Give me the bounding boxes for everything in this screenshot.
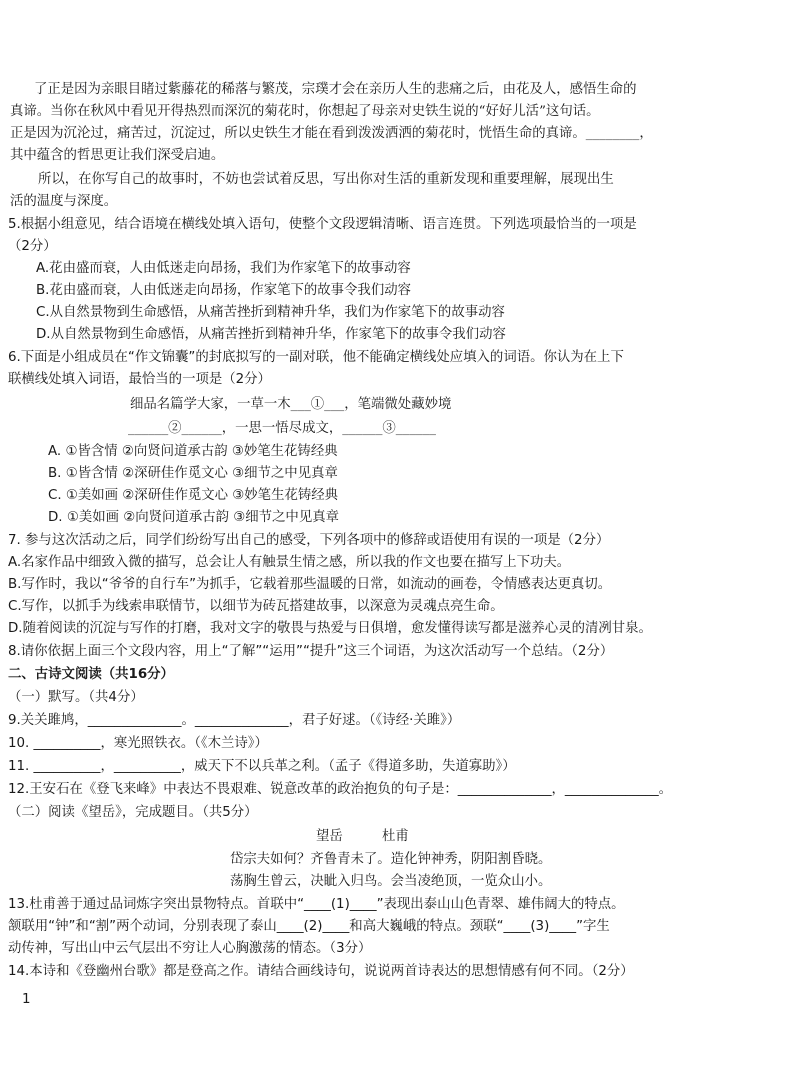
passage-line-6: 活的温度与深度。 [10, 194, 118, 209]
q5-option-a: A.花由盛而衰，人由低迷走向昂扬，我们为作家笔下的故事动容 [36, 261, 411, 276]
poem-author: 杜甫 [382, 829, 409, 844]
q6-option-b: B. ①皆含情 ②深研佳作觅文心 ③细节之中见真章 [48, 466, 338, 481]
section-2-sub-2: （二）阅读《望岳》，完成题目。（共5分） [8, 805, 258, 820]
q14-stem: 14.本诗和《登幽州台歌》都是登高之作。请结合画线诗句，说说两首诗表达的思想情感有何不同。（2分） [8, 964, 634, 979]
q6-stem-2: 联横线处填入词语，最恰当的一项是（2分） [8, 372, 271, 387]
q5-option-d: D.从自然景物到生命感悟，从痛苦挫折到精神升华，作家笔下的故事令我们动容 [36, 327, 506, 342]
passage-line-1: 了正是因为亲眼目睹过紫藤花的稀落与繁茂，宗璞才会在亲历人生的悲痛之后，由花及人，感悟生命的 [34, 82, 637, 97]
q6-option-d: D. ①美如画 ②向贤问道承古韵 ③细节之中见真章 [48, 510, 339, 525]
passage-line-2: 真谛。当你在秋风中看见开得热烈而深沉的菊花时，你想起了母亲对史铁生说的“好好儿活”这句话。 [10, 104, 600, 119]
poem-line-1: 岱宗夫如何？齐鲁青未了。造化钟神秀，阴阳割昏晓。 [230, 852, 552, 867]
q5-option-b: B.花由盛而衰，人由低迷走向昂扬，作家笔下的故事令我们动容 [36, 283, 411, 298]
poem-line-2: 荡胸生曾云，决眦入归鸟。会当凌绝顶，一览众山小。 [230, 874, 552, 889]
section-2-sub-1: （一）默写。（共4分） [8, 690, 144, 705]
q13-line-1: 13.杜甫善于通过品词炼字突出景物特点。首联中“____(1)____”表现出泰山山色青翠、雄伟阔大的特点。 [8, 897, 625, 912]
q6-couplet-line-2: ______②______，一思一悟尽成文，______③______ [128, 421, 436, 436]
q7-option-a: A.名家作品中细致入微的描写，总会让人有触景生情之感，所以我的作文也要在描写上下功夫。 [8, 555, 571, 570]
q7-option-b: B.写作时，我以“爷爷的自行车”为抓手，它载着那些温暖的日常，如流动的画卷，令情感表达更真切。 [8, 577, 612, 592]
passage-line-5: 所以，在你写自己的故事时，不妨也尝试着反思，写出你对生活的重新发现和重要理解，展现出生 [38, 172, 614, 187]
poem-title: 望岳 [316, 829, 343, 844]
q12-text: 12.王安石在《登飞来峰》中表达不畏艰难、锐意改革的政治抱负的句子是：______________，______________。 [8, 782, 673, 797]
page-number: 1 [22, 992, 31, 1007]
section-2-title: 二、古诗文阅读（共16分） [8, 667, 174, 682]
q6-option-a: A. ①皆含情 ②向贤问道承古韵 ③妙笔生花铸经典 [48, 444, 338, 459]
q10-text: 10. __________，寒光照铁衣。（《木兰诗》） [8, 736, 268, 751]
passage-line-3: 正是因为沉沦过，痛苦过，沉淀过，所以史铁生才能在看到泼泼洒洒的菊花时，恍悟生命的真谛。________， [10, 126, 653, 141]
q11-text: 11. __________，__________，威天下不以兵革之利。（孟子《得道多助，失道寡助》） [8, 759, 516, 774]
q13-line-2: 颔联用“钟”和“割”两个动词，分别表现了泰山____(2)____和高大巍峨的特点。颈联“____(3)____”字生 [8, 919, 610, 934]
q7-option-c: C.写作，以抓手为线索串联情节，以细节为砖瓦搭建故事，以深意为灵魂点亮生命。 [8, 599, 504, 614]
q7-option-d: D.随着阅读的沉淀与写作的打磨，我对文字的敬畏与热爱与日俱增，愈发懂得读写都是滋养心灵的清冽甘泉。 [8, 621, 652, 636]
q7-stem: 7. 参与这次活动之后，同学们纷纷写出自己的感受，下列各项中的修辞或语使用有误的一项是（2分） [8, 533, 610, 548]
q6-couplet-line-1: 细品名篇学大家，一草一木___①___，笔端微处藏妙境 [130, 397, 452, 412]
q5-stem-score: （2分） [8, 239, 57, 254]
q8-stem: 8.请你依据上面三个文段内容，用上“了解”“运用”“提升”这三个词语，为这次活动写一个总结。（2分） [8, 644, 614, 659]
q6-stem: 6.下面是小组成员在“作文锦囊”的封底拟写的一副对联，他不能确定横线处应填入的词语。你认为在上下 [8, 350, 624, 365]
q6-option-c: C. ①美如画 ②深研佳作觅文心 ③妙笔生花铸经典 [48, 488, 339, 503]
q9-text: 9.关关雎鸠，______________。______________，君子好逑。（《诗经·关雎》） [8, 713, 461, 728]
q5-stem: 5.根据小组意见，结合语境在横线处填入语句，使整个文段逻辑清晰、语言连贯。下列选项最恰当的一项是 [8, 217, 637, 232]
q5-option-c: C.从自然景物到生命感悟，从痛苦挫折到精神升华，我们为作家笔下的故事动容 [36, 305, 505, 320]
q13-line-3: 动传神，写出山中云气层出不穷让人心胸激荡的情态。（3分） [8, 941, 372, 956]
passage-line-4: 其中蕴含的哲思更让我们深受启迪。 [10, 148, 225, 163]
